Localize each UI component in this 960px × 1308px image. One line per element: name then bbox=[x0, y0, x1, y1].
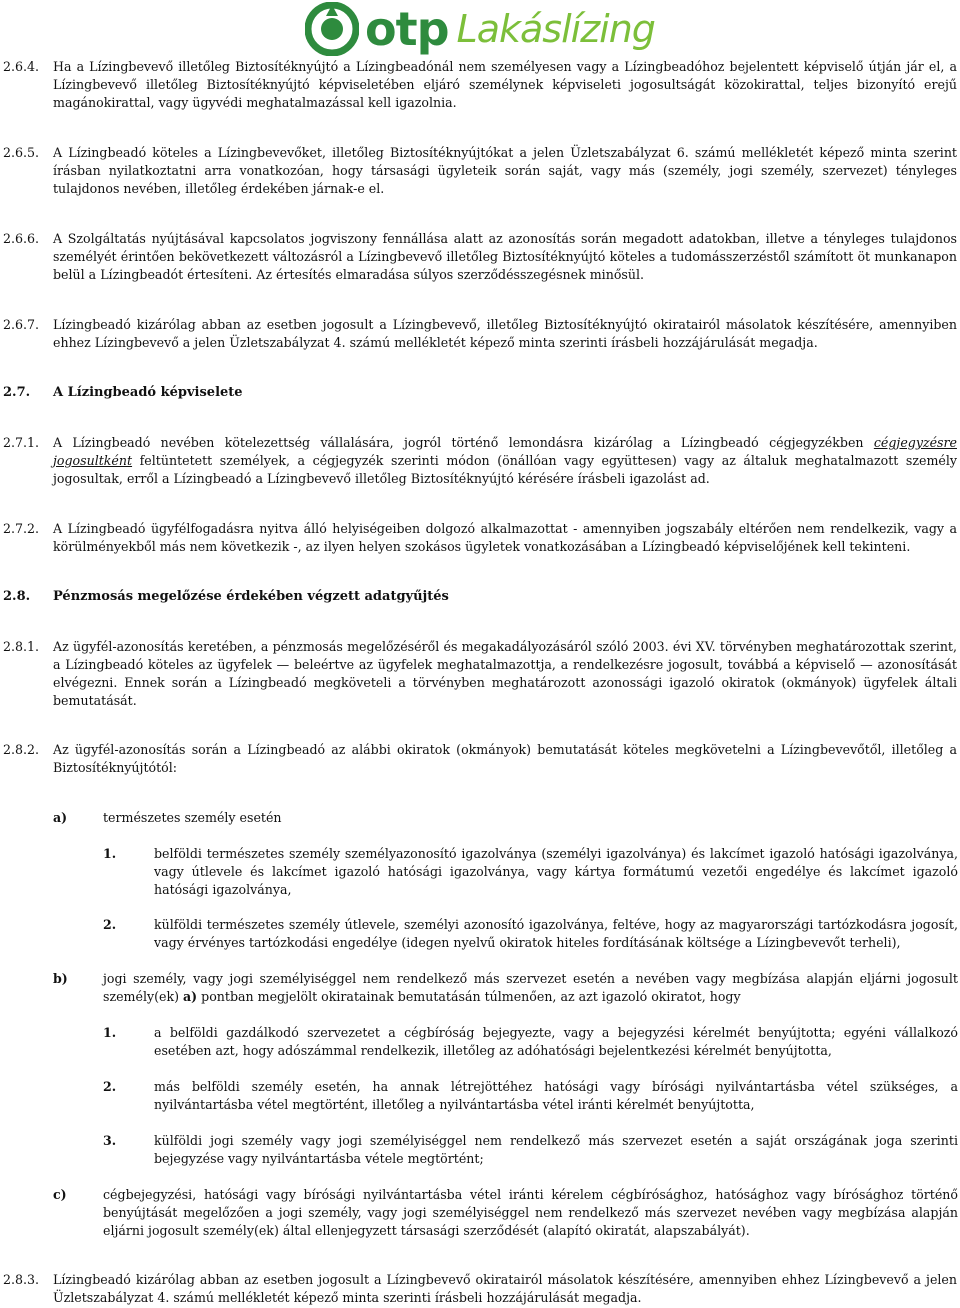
section-2-8-1 bbox=[0, 638, 960, 710]
list-item-number: 1. bbox=[103, 1025, 117, 1040]
sub-item-text bbox=[103, 970, 958, 1006]
section-text: A Lízingbeadó ügyfélfogadásra nyitva álló helyiségeiben dolgozó alkalmazottat - amennyiben jogszabály eltérően nem rendelkezik, vagy a körülményekből más nem következik -, az ilyen helyen szokásos ügyletek vonatkozásában a Lízingbeadó képviselőjének kell tekinteni. bbox=[53, 521, 957, 554]
section-text-part: A Lízingbeadó nevében kötelezettség vállalására, jogról történő lemondásra kizárólag a Lízingbeadó cégjegyzékben bbox=[53, 435, 864, 450]
section-number: 2.6.7. bbox=[3, 317, 40, 332]
list-item-number: 2. bbox=[103, 917, 117, 932]
sub-item-text: cégbejegyzési, hatósági vagy bírósági nyilvántartásba vétel iránti kérelem cégbírósághoz, hatósághoz vagy bírósághoz történő benyújtását megelőzően a jogi személy, vagy jogi személyiséggel nem rendelkező más szervezet nevében vagy megbízása alapján eljárni jogosult személy(ek) által ellenjegyzett társasági szerződését (alapító okiratát, alapszabályát). bbox=[103, 1187, 958, 1238]
list-item-text: más belföldi személy esetén, ha annak létrejöttéhez hatósági vagy bírósági nyilvántartásba vétel szükséges, a nyilvántartásba vétel megtörtént, illetőleg a nyilvántartásba vétel iránti kérelmét benyújtotta, bbox=[154, 1079, 958, 1112]
sub-item-ref: a) bbox=[183, 989, 198, 1004]
section-2-8-2 bbox=[0, 741, 960, 777]
section-number: 2.6.5. bbox=[3, 145, 40, 160]
sub-item-b bbox=[53, 970, 958, 1006]
section-number: 2.7.1. bbox=[3, 435, 40, 450]
section-number: 2.8.2. bbox=[3, 742, 40, 757]
section-text: Lízingbeadó kizárólag abban az esetben jogosult a Lízingbevevő okiratairól másolatok készítésére, amennyiben ehhez Lízingbevevő a jelen Üzletszabályzat 4. számú mellékletét képező minta szerinti írásbeli hozzájárulását megadja. bbox=[53, 1272, 957, 1305]
list-item-text: külföldi jogi személy vagy jogi személyiséggel nem rendelkező más szervezet esetén a saját országának joga szerinti bejegyzése vagy nyilvántartásba vétele megtörtént; bbox=[154, 1133, 958, 1166]
section-text bbox=[53, 434, 957, 488]
section-number: 2.6.4. bbox=[3, 59, 40, 74]
otp-lakaslizing-logo bbox=[305, 0, 655, 58]
section-text: Ha a Lízingbevevő illetőleg Biztosítéknyújtó a Lízingbeadónál nem személyesen vagy a Lízingbeadóhoz bejelentett képviselő útján jár el, a Lízingbevevő illetőleg Biztosítéknyújtó képviseletében eljáró személynek képviseleti jogosultságát közokirattal, teljes bizonyító erejű magánokirattal, vagy ügyvédi meghatalmazással kell igazolnia. bbox=[53, 59, 957, 110]
section-text-part: feltüntetett személyek, a cégjegyzék szerinti módon (önállóan vagy együttesen) vagy az általuk meghatalmazott személy jogosultak, erről a Lízingbeadó a Lízingbevevő illetőleg Biztosítéknyújtó kérésére írásbeli igazolást ad. bbox=[53, 453, 957, 486]
section-text: Az ügyfél-azonosítás keretében, a pénzmosás megelőzéséről és megakadályozásáról szóló 2003. évi XV. törvényben meghatározottak szerint, a Lízingbeadó köteles az ügyfelek — beleértve az ügyfelek meghatalmazottja, a rendelkezésre jogosult, továbbá a képviselő — azonosítását elvégezni. Ennek során a Lízingbeadó megköveteli a törvényben meghatározott azonossági igazoló okiratok (okmányok) ügyfelek általi bemutatását. bbox=[53, 639, 957, 708]
list-item-a1 bbox=[103, 845, 958, 899]
list-item-number: 1. bbox=[103, 846, 117, 861]
section-2-7-1 bbox=[0, 434, 960, 488]
sub-item-text-part: pontban megjelölt okiratainak bemutatásán túlmenően, az azt igazoló okiratot, hogy bbox=[201, 989, 741, 1004]
section-2-6-4 bbox=[0, 58, 960, 112]
otp-emblem-icon bbox=[305, 2, 359, 56]
list-item-text: belföldi természetes személy személyazonosító igazolványa (személyi igazolványa) és lakcímet igazoló hatósági igazolványa, vagy útlevele és lakcímet igazoló hatósági igazolványa, vagy kártya formátumú vezetői engedélye és lakcímet igazoló hatósági igazolványa, bbox=[154, 846, 958, 897]
list-item-a2 bbox=[103, 916, 958, 952]
section-number: 2.7.2. bbox=[3, 521, 40, 536]
sub-item-label: c) bbox=[53, 1187, 67, 1202]
heading-text: Pénzmosás megelőzése érdekében végzett adatgyűjtés bbox=[53, 589, 449, 604]
section-2-6-7 bbox=[0, 316, 960, 352]
section-2-6-5 bbox=[0, 144, 960, 198]
sub-item-label: b) bbox=[53, 971, 68, 986]
sub-item-c bbox=[53, 1186, 958, 1240]
section-2-8-3 bbox=[0, 1271, 960, 1307]
logo-product: Lakáslízing bbox=[456, 7, 655, 51]
section-text: A Szolgáltatás nyújtásával kapcsolatos jogviszony fennállása alatt az azonosítás során megadott adatokban, illetve a tényleges tulajdonos személyét érintően bekövetkezett változásról a Lízingbevevő illetőleg Biztosítéknyújtó köteles a tudomásszerzéstől számított öt munkanapon belül a Lízingbeadót értesíteni. Az értesítés elmaradása súlyos szerződésszegésnek minősül. bbox=[53, 231, 957, 282]
list-item-b1 bbox=[103, 1024, 958, 1060]
section-text: Lízingbeadó kizárólag abban az esetben jogosult a Lízingbevevő, illetőleg Biztosítéknyújtó okiratairól másolatok készítésére, amennyiben ehhez Lízingbevevő a jelen Üzletszabályzat 4. számú mellékletét képező minta szerinti írásbeli hozzájárulását megadja. bbox=[53, 317, 957, 350]
heading-number: 2.8. bbox=[3, 589, 31, 604]
list-item-number: 2. bbox=[103, 1079, 117, 1094]
logo-brand: otp bbox=[365, 2, 449, 56]
sub-item-text-part: jogi személy, vagy jogi személyiséggel nem rendelkező más szervezet esetén a nevében vagy megbízása alapján eljárni jogosult személy(ek) bbox=[103, 971, 958, 1004]
list-item-b2 bbox=[103, 1078, 958, 1114]
sub-item-text: természetes személy esetén bbox=[103, 810, 282, 825]
heading-number: 2.7. bbox=[3, 385, 31, 400]
list-item-number: 3. bbox=[103, 1133, 117, 1148]
section-number: 2.8.3. bbox=[3, 1272, 40, 1287]
sub-item-a bbox=[53, 809, 958, 827]
list-item-text: külföldi természetes személy útlevele, személyi azonosító igazolványa, feltéve, hogy az magyarországi tartózkodásra jogosít, vagy érvényes tartózkodási engedélye (idegen nyelvű okiratok hiteles fordításának költsége a Lízingbevevőt terheli), bbox=[154, 917, 958, 950]
list-item-b3 bbox=[103, 1132, 958, 1168]
sub-item-label: a) bbox=[53, 810, 68, 825]
list-item-text: a belföldi gazdálkodó szervezetet a cégbíróság bejegyezte, vagy a bejegyzési kérelmét benyújtotta; egyéni vállalkozó esetében azt, hogy adószámmal rendelkezik, illetőleg az adóhatósági bejelentkezési kérelmét benyújtotta, bbox=[154, 1025, 958, 1058]
emphasis-text: cégjegyzésre jogosultként bbox=[53, 435, 957, 468]
heading-text: A Lízingbeadó képviselete bbox=[53, 385, 243, 400]
section-2-6-6 bbox=[0, 230, 960, 284]
section-text: Az ügyfél-azonosítás során a Lízingbeadó az alábbi okiratok (okmányok) bemutatását köteles megkövetelni a Lízingbevevőtől, illetőleg a Biztosítéknyújtótól: bbox=[53, 742, 957, 775]
section-number: 2.8.1. bbox=[3, 639, 40, 654]
section-number: 2.6.6. bbox=[3, 231, 40, 246]
section-text: A Lízingbeadó köteles a Lízingbevevőket, illetőleg Biztosítéknyújtókat a jelen Üzletszabályzat 6. számú mellékletét képező minta szerint írásban nyilatkoztatni arra vonatkozóan, hogy társasági ügyleteik során saját, vagy más (személy, jogi személy, szervezet) tényleges tulajdonos nevében, illetőleg érdekében járnak-e el. bbox=[53, 145, 957, 196]
section-2-7-2 bbox=[0, 520, 960, 556]
